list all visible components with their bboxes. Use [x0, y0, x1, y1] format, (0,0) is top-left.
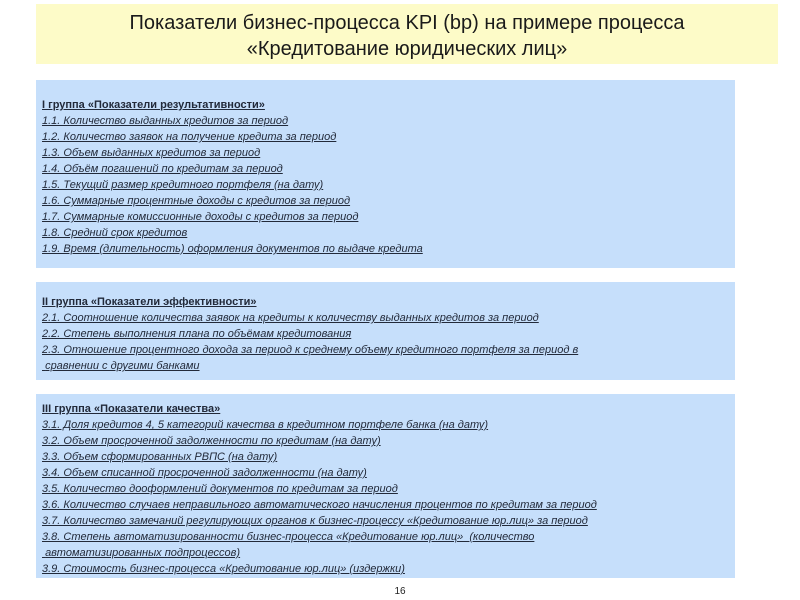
- kpi-item-2-2: 2.2. Степень выполнения плана по объёмам кредитования: [42, 328, 352, 340]
- group-3-panel: [36, 394, 735, 578]
- kpi-item-2-1: 2.1. Соотношение количества заявок на кредиты к количеству выданных кредитов за период: [42, 312, 539, 324]
- group-2-panel: [36, 282, 735, 380]
- kpi-item-1-2: 1.2. Количество заявок на получение кредита за период: [42, 131, 337, 143]
- kpi-item-1-7: 1.7. Суммарные комиссионные доходы с кредитов за период: [42, 211, 359, 223]
- page-number: 16: [394, 586, 406, 597]
- kpi-item-3-5: 3.5. Количество дооформлений документов по кредитам за период: [42, 483, 398, 495]
- group-1-title: I группа «Показатели результативности»: [42, 99, 265, 111]
- kpi-item-3-1: 3.1. Доля кредитов 4, 5 категорий качества в кредитном портфеле банка (на дату): [42, 419, 489, 431]
- slide-title-line-2: «Кредитование юридических лиц»: [246, 38, 568, 60]
- group-3-title: III группа «Показатели качества»: [42, 403, 221, 415]
- group-2-title: II группа «Показатели эффективности»: [42, 296, 257, 308]
- kpi-item-1-3: 1.3. Объем выданных кредитов за период: [42, 147, 261, 159]
- kpi-item-1-5: 1.5. Текущий размер кредитного портфеля (на дату): [42, 179, 324, 191]
- slide-title: [36, 4, 778, 64]
- kpi-item-2-3: 2.3. Отношение процентного дохода за период к среднему объему кредитного портфеля за период в: [42, 344, 579, 356]
- kpi-item-3-4: 3.4. Объем списанной просроченной задолженности (на дату): [42, 467, 367, 479]
- slide-title-line-1: Показатели бизнес-процесса KPI (bp) на примере процесса: [129, 12, 685, 34]
- kpi-item-3-7: 3.7. Количество замечаний регулирующих органов к бизнес-процессу «Кредитование юр.лиц» за период: [42, 515, 588, 527]
- kpi-item-3-9: 3.9. Стоимость бизнес-процесса «Кредитование юр.лиц» (издержки): [42, 563, 405, 575]
- kpi-item-3-6: 3.6. Количество случаев неправильного автоматического начисления процентов по кредитам за период: [42, 499, 597, 511]
- kpi-item-3-3: 3.3. Объем сформированных РВПС (на дату): [42, 451, 278, 463]
- kpi-item-3-8: 3.8. Степень автоматизированности бизнес-процесса «Кредитование юр.лиц» (количество: [42, 531, 535, 543]
- kpi-item-3-8-continued: автоматизированных подпроцессов): [42, 547, 241, 559]
- kpi-item-1-8: 1.8. Средний срок кредитов: [42, 227, 188, 239]
- kpi-item-1-4: 1.4. Объём погашений по кредитам за период: [42, 163, 283, 175]
- kpi-item-1-1: 1.1. Количество выданных кредитов за период: [42, 115, 289, 127]
- kpi-item-1-6: 1.6. Суммарные процентные доходы с кредитов за период: [42, 195, 351, 207]
- kpi-item-2-3-continued: сравнении с другими банками: [42, 360, 200, 372]
- kpi-item-1-9: 1.9. Время (длительность) оформления документов по выдаче кредита: [42, 243, 423, 255]
- kpi-item-3-2: 3.2. Объем просроченной задолженности по кредитам (на дату): [42, 435, 381, 447]
- group-1-panel: [36, 80, 735, 268]
